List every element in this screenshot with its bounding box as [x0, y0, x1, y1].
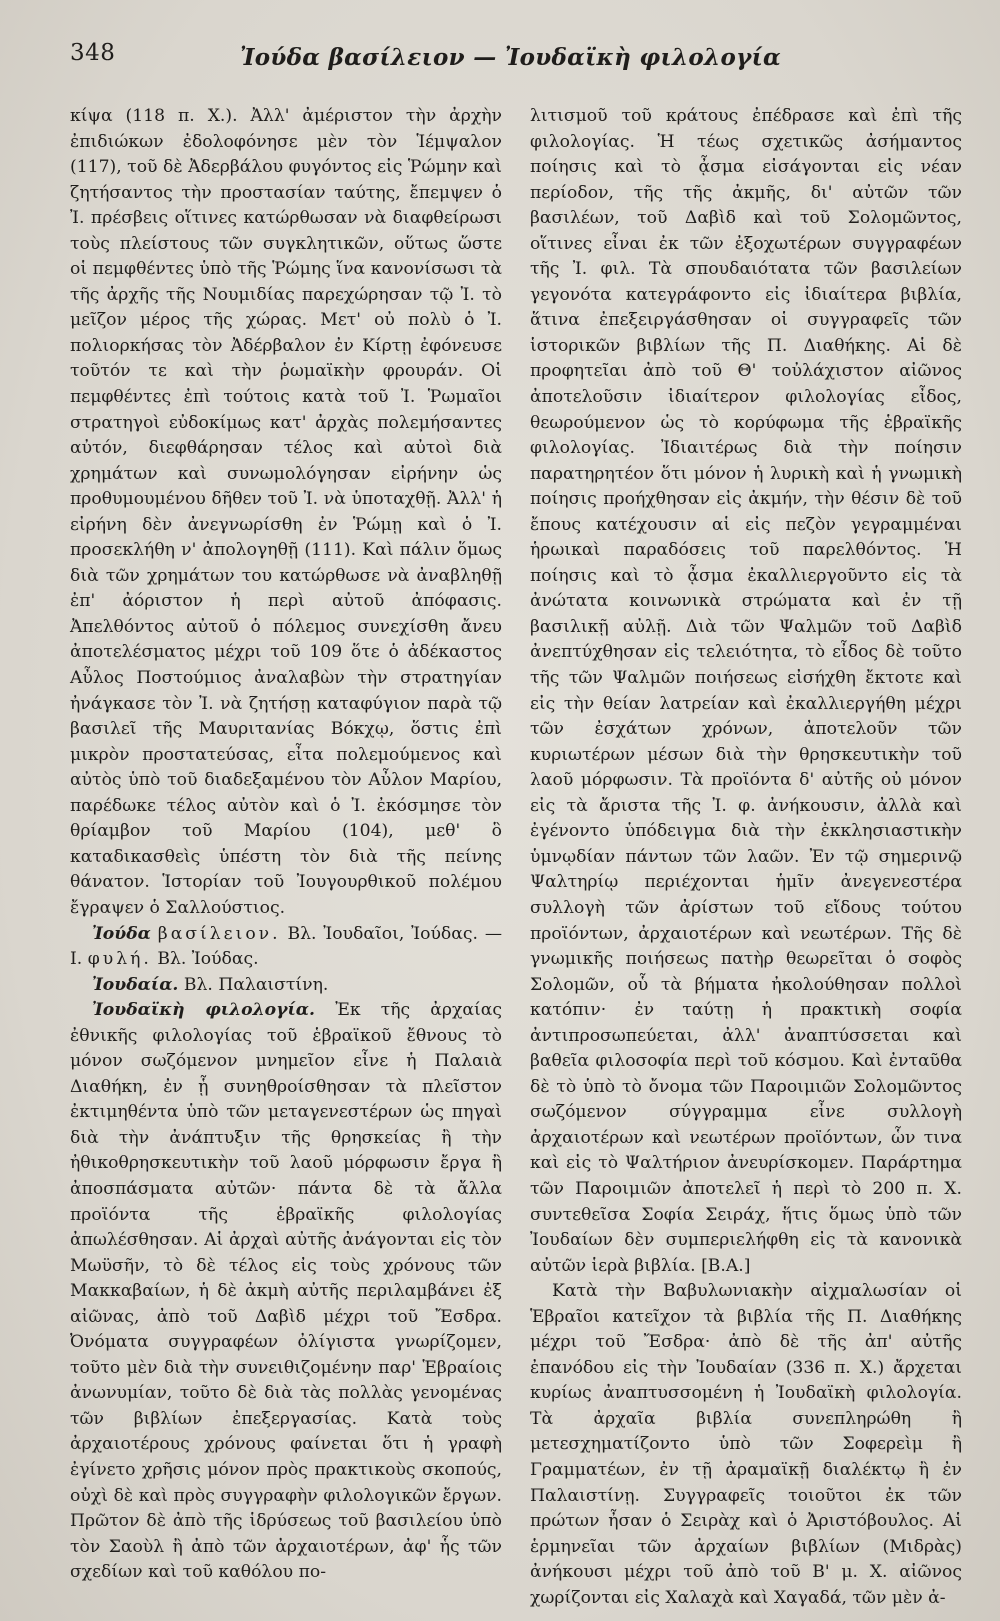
left-column: [70, 104, 502, 1594]
running-head: [70, 40, 960, 80]
right-column: [530, 104, 962, 1608]
entry-iouda-vasileion: [70, 922, 502, 973]
entry-headword: Ἰούδα: [92, 923, 151, 944]
text-columns: [70, 104, 962, 1608]
cross-reference: Βλ. Ἰουδαῖοι, Ἰούδας. — Ι.: [70, 923, 503, 970]
entry-ioudaiki-filologia: [70, 998, 502, 1586]
cross-reference: Βλ. Παλαιστίνη.: [183, 974, 329, 995]
juguртha-entry-continuation: κίψα (118 π. Χ.). Ἀλλ' ἀμέριστον τὴν ἀρχὴν ἐπιδιώκων ἐδολοφόνησε μὲν τὸν Ἱέμψαλον (117), τοῦ δὲ Ἀδερβάλου φυγόντος εἰς Ῥώμην καὶ ζητήσαντος τὴν προστασίαν ταύτης, ἔπεμψεν ὁ Ἰ. πρέσβεις οἵτινες κατώρθωσαν νὰ διαφθείρωσι τοὺς πλείστους τῶν συγκλητικῶν, οὕτως ὥστε οἱ πεμφθέντες ὑπὸ τῆς Ῥώμης ἵνα κανονίσωσι τὰ τῆς ἀρχῆς τῆς Νουμιδίας παρεχώρησαν τῷ Ἰ. τὸ μεῖζον μέρος τῆς χώρας. Μετ' οὐ πολὺ ὁ Ἰ. πολιορκήσας τὸν Ἀδέρβαλον ἐν Κίρτῃ ἐφόνευσε τοῦτόν τε καὶ τὴν ῥωμαϊκὴν φρουράν. Οἱ πεμφθέντες ἐπὶ τούτοις κατὰ τοῦ Ἰ. Ῥωμαῖοι στρατηγοὶ εὐδοκίμως κατ' ἀρχὰς πολεμήσαντες αὐτόν, διεφθάρησαν τέλος καὶ αὐτοὶ διὰ χρημάτων καὶ συνωμολόγησαν εἰρήνην ὡς προθυμουμένου δῆθεν τοῦ Ἰ. νὰ ὑποταχθῇ. Ἀλλ' ἡ εἰρήνη δὲν ἀνεγνωρίσθη ἐν Ῥώμῃ καὶ ὁ Ἰ. προσεκλήθη ν' ἀπολογηθῇ (111). Καὶ πάλιν ὅμως διὰ τῶν χρημάτων του κατώρθωσε νὰ ἀναβληθῇ ἐπ' ἀόριστον ἡ περὶ αὐτοῦ ἀπόφασις. Ἀπελθόντος αὐτοῦ ὁ πόλεμος συνεχίσθη ἄνευ ἀποτελέσματος μέχρι τοῦ 109 ὅτε ὁ ἀδέκαστος Αὖλος Ποστούμιος ἀναλαβὼν τὴν στρατηγίαν ἠνάγκασε τὸν Ἰ. νὰ ζητήσῃ καταφύγιον παρὰ τῷ βασιλεῖ τῆς Μαυριτανίας Βόκχῳ, ὅστις ἐπὶ μικρὸν προστατεύσας, εἶτα πολεμούμενος καὶ αὐτὸς ὑπὸ τοῦ διαδεξαμένου τὸν Αὖλον Μαρίου, παρέδωκε τέλος αὐτὸν καὶ ὁ Ἰ. ἐκόσμησε τὸν θρίαμβον τοῦ Μαρίου (104), μεθ' ὃ καταδικασθεὶς ὑπέστη τὸν διὰ τῆς πείνης θάνατον. Ἱστορίαν τοῦ Ἰουγουρθικοῦ πολέμου ἔγραψεν ὁ Σαλλούστιος.: [70, 106, 502, 918]
running-title: Ἰούδα βασίλειον — Ἰουδαϊκὴ φιλολογία: [240, 44, 782, 71]
entry-headword: Ἰουδαία.: [92, 974, 179, 995]
paragraph: Κατὰ τὴν Βαβυλωνιακὴν αἰχμαλωσίαν οἱ Ἑβραῖοι κατεῖχον τὰ βιβλία τῆς Π. Διαθήκης μέχρι τοῦ Ἔσδρα· ἀπὸ δὲ τῆς ἀπ' αὐτῆς ἐπανόδου εἰς τὴν Ἰουδαίαν (336 π. Χ.) ἄρχεται κυρίως ἀναπτυσσομένη ἡ Ἰουδαϊκὴ φιλολογία. Τὰ ἀρχαῖα βιβλία συνεπληρώθη ἢ μετεσχηματίζοντο ὑπὸ τῶν Σοφερεὶμ ἢ Γραμματέων, ἐν τῇ ἀραμαϊκῇ διαλέκτῳ ἢ ἐν Παλαιστίνῃ. Συγγραφεῖς τοιοῦτοι ἐκ τῶν πρώτων ἦσαν ὁ Σειρὰχ καὶ ὁ Ἀριστόβουλος. Αἱ ἑρμηνεῖαι τῶν ἀρχαίων βιβλίων (Μιδρὰς) ἀνήκουσι μέχρι τοῦ ἀπὸ τοῦ Β' μ. Χ. αἰῶνος χωρίζονται εἰς Χαλαχὰ καὶ Χαγαδά, τῶν μὲν ἀ-: [530, 1281, 962, 1608]
entry-body: Ἐκ τῆς ἀρχαίας ἐθνικῆς φιλολογίας τοῦ ἑβραϊκοῦ ἔθνους τὸ μόνον σωζόμενον μνημεῖον εἶνε ἡ Παλαιὰ Διαθήκη, ἐν ᾗ συνηθροίσθησαν τὰ πλεῖστον ἐκτιμηθέντα ὑπὸ τῶν μεταγενεστέρων ὡς πηγαὶ διὰ τὴν ἀνάπτυξιν τῆς θρησκείας ἢ τὴν ἠθικοθρησκευτικὴν τοῦ λαοῦ μόρφωσιν ἔργα ἢ ἀποσπάσματα αὐτῶν· πάντα δὲ τὰ ἄλλα προϊόντα τῆς ἑβραϊκῆς φιλολογίας ἀπωλέσθησαν. Αἱ ἀρχαὶ αὐτῆς ἀνάγονται εἰς τὸν Μωϋσῆν, τὸ δὲ τέλος εἰς τοὺς χρόνους τῶν Μακκαβαίων, ἡ δὲ ἀκμὴ αὐτῆς περιλαμβάνει ἐξ αἰῶνας, ἀπὸ τοῦ Δαβὶδ μέχρι τοῦ Ἔσδρα. Ὀνόματα συγγραφέων ὀλίγιστα γνωρίζομεν, τοῦτο μὲν διὰ τὴν συνειθιζομένην παρ' Ἑβραίοις ἀνωνυμίαν, τοῦτο δὲ διὰ τὰς πολλὰς γενομένας τῶν βιβλίων ἐπεξεργασίας. Κατὰ τοὺς ἀρχαιοτέρους χρόνους φαίνεται ὅτι ἡ γραφὴ ἐγίνετο χρῆσις μόνον πρὸς πρακτικοὺς σκοπούς, οὐχὶ δὲ καὶ πρὸς συγγραφὴν φιλολογικῶν ἔργων. Πρῶτον δὲ ἀπὸ τῆς ἱδρύσεως τοῦ βασιλείου ὑπὸ τὸν Σαοὺλ ἢ ἀπὸ τῶν ἀρχαιοτέρων, ἀφ' ἧς τῶν σχεδίων καὶ τοῦ καθόλου πο-: [70, 1000, 503, 1583]
cross-reference: Βλ. Ἰούδας.: [157, 949, 259, 970]
entry-headword: Ἰουδαϊκὴ φιλολογία.: [92, 1000, 316, 1021]
entry-subhead-spaced: φυλή.: [87, 949, 152, 970]
entry-ioudaia: [70, 973, 502, 999]
paragraph: λιτισμοῦ τοῦ κράτους ἐπέδρασε καὶ ἐπὶ τῆς φιλολογίας. Ἡ τέως σχετικῶς ἀσήμαντος ποίησις καὶ τὸ ᾆσμα εἰσάγονται εἰς νέαν περίοδον, τῆς τῆς ἀκμῆς, δι' αὐτῶν τῶν βασιλέων, τοῦ Δαβὶδ καὶ τοῦ Σολομῶντος, οἵτινες εἶναι ἐκ τῶν ἐξοχωτέρων συγγραφέων τῆς Ἰ. φιλ. Τὰ σπουδαιότατα τῶν βασιλείων γεγονότα κατεγράφοντο εἰς ἰδιαίτερα βιβλία, ἅτινα ἐπεξειργάσθησαν οἱ συγγραφεῖς τῶν ἱστορικῶν βιβλίων τῆς Π. Διαθήκης. Αἱ δὲ προφητεῖαι ἀπὸ τοῦ Θ' τοὐλάχιστον αἰῶνος ἀποτελοῦσιν ἰδιαίτερον φιλολογίας εἶδος, θεωρούμενον ὡς τὸ κορύφωμα τῆς ἑβραϊκῆς φιλολογίας. Ἰδιαιτέρως διὰ τὴν ποίησιν παρατηρητέον ὅτι μόνον ἡ λυρικὴ καὶ ἡ γνωμικὴ ποίησις προήχθησαν εἰς ἀκμήν, τὴν θέσιν δὲ τοῦ ἔπους κατέχουσιν αἱ εἰς πεζὸν γεγραμμέναι ἡρωικαὶ παραδόσεις τοῦ παρελθόντος. Ἡ ποίησις καὶ τὸ ᾆσμα ἐκαλλιεργοῦντο εἰς τὰ ἀνώτατα κοινωνικὰ στρώματα καὶ ἐν τῇ βασιλικῇ αὐλῇ. Διὰ τῶν Ψαλμῶν τοῦ Δαβὶδ ἀνεπτύχθησαν εἰς τελειότητα, τὸ εἶδος δὲ τοῦτο τῆς τῶν Ψαλμῶν ποιήσεως εἰσήχθη ἔκτοτε καὶ εἰς τὴν θείαν λατρείαν καὶ ἐκαλλιεργήθη μέχρι τῶν ἐσχάτων χρόνων, ἀποτελοῦν τῶν κυριωτέρων μέσων διὰ τὴν θρησκευτικὴν τοῦ λαοῦ μόρφωσιν. Τὰ προϊόντα δ' αὐτῆς οὐ μόνον εἰς τὰ ἄριστα τῆς Ἰ. φ. ἀνήκουσιν, ἀλλὰ καὶ ἐγένοντο ὑπόδειγμα διὰ τὴν ἐκκλησιαστικὴν ὑμνῳδίαν πάντων τῶν λαῶν. Ἐν τῷ σημερινῷ Ψαλτηρίῳ περιέχονται ἡμῖν ἀνεγενεστέρα συλλογὴ τῶν ἀρίστων τοῦ εἴδους τούτου προϊόντων, ἀρχαιοτέρων καὶ νεωτέρων. Τῆς δὲ γνωμικῆς ποιήσεως πατὴρ θεωρεῖται ὁ σοφὸς Σολομῶν, οὗ τὰ βήματα ἠκολούθησαν πολλοὶ κατόπιν· ἐν ταύτῃ ἡ πρακτικὴ σοφία ἀντιπροσωπεύεται, ἀλλ' ἀναπτύσσεται καὶ βαθεῖα φιλοσοφία περὶ τοῦ κόσμου. Καὶ ἐνταῦθα δὲ τὸ ὑπὸ τὸ ὄνομα τῶν Παροιμιῶν Σολομῶντος σωζόμενον σύγγραμμα εἶνε συλλογὴ ἀρχαιοτέρων καὶ νεωτέρων προϊόντων, ὧν τινα καὶ εἰς τὸ Ψαλτήριον ἀνευρίσκομεν. Παράρτημα τῶν Παροιμιῶν ἀποτελεῖ ἡ περὶ τὸ 200 π. Χ. συντεθεῖσα Σοφία Σειράχ, ἥτις ὅμως ὑπὸ τῶν Ἰουδαίων δὲν συμπεριελήφθη εἰς τὰ κανονικὰ αὐτῶν ἱερὰ βιβλία. [Β.Α.]: [530, 106, 962, 1276]
entry-headword-spaced: βασίλειον.: [157, 923, 281, 944]
page-number: 348: [70, 40, 116, 66]
